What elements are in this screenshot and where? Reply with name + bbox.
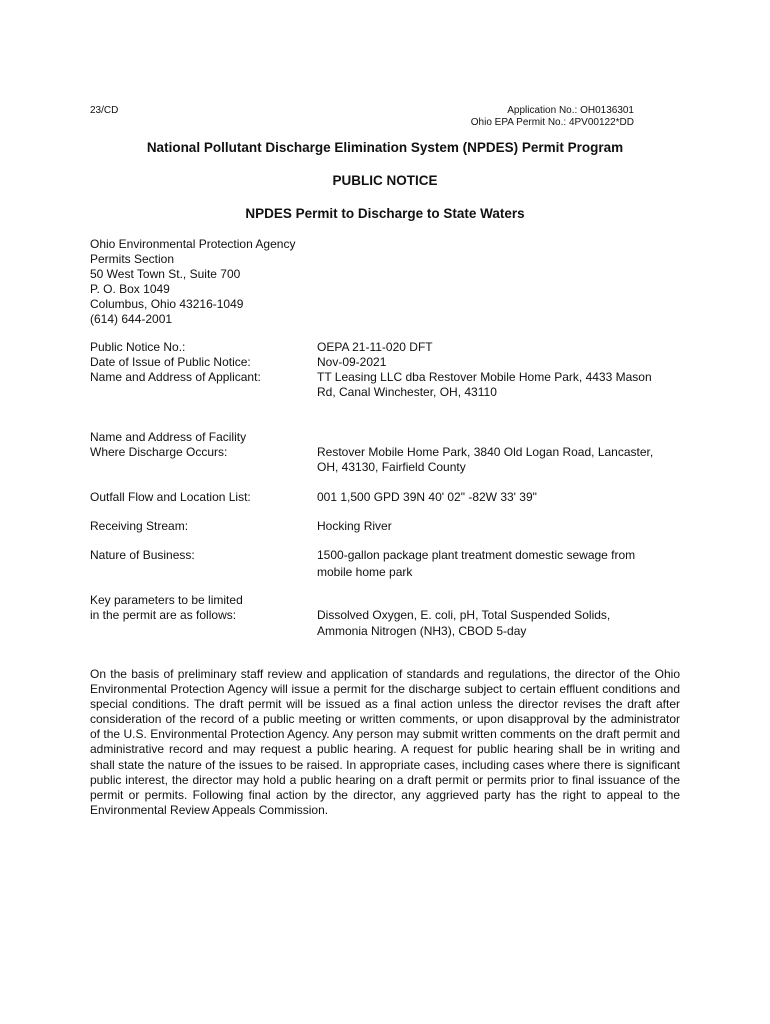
applicant-value-line1: TT Leasing LLC dba Restover Mobile Home Park, 4433 Mason <box>317 370 652 384</box>
facility-value-line1: Restover Mobile Home Park, 3840 Old Logan Road, Lancaster, <box>317 445 654 459</box>
agency-phone: (614) 644-2001 <box>90 312 173 326</box>
agency-street: 50 West Town St., Suite 700 <box>90 267 241 281</box>
key-parameters-label-line1: Key parameters to be limited <box>90 593 243 607</box>
agency-section: Permits Section <box>90 252 175 266</box>
public-notice-title: PUBLIC NOTICE <box>332 173 438 188</box>
outfall-label: Outfall Flow and Location List: <box>90 490 251 504</box>
program-title: National Pollutant Discharge Elimination System (NPDES) Permit Program <box>146 140 624 155</box>
agency-address <box>90 237 295 327</box>
nature-of-business-value-line1: 1500-gallon package plant treatment domestic sewage from <box>317 548 636 562</box>
key-parameters-value-line1: Dissolved Oxygen, E. coli, pH, Total Suspended Solids, <box>317 608 611 622</box>
notice-number-label: Public Notice No.: <box>90 340 186 354</box>
facility-label-line2: Where Discharge Occurs: <box>90 445 228 459</box>
notice-number-value: OEPA 21-11-020 DFT <box>317 340 433 354</box>
issue-date-value: Nov-09-2021 <box>317 355 387 369</box>
receiving-stream-value: Hocking River <box>317 519 392 533</box>
document-code: 23/CD <box>90 105 119 116</box>
applicant-value-line2: Rd, Canal Winchester, OH, 43110 <box>317 385 497 399</box>
agency-po-box: P. O. Box 1049 <box>90 282 170 296</box>
epa-permit-number: Ohio EPA Permit No.: 4PV00122*DD <box>470 117 634 128</box>
key-parameters-label-line2: in the permit are as follows: <box>90 608 237 622</box>
facility-label-line1: Name and Address of Facility <box>90 430 247 444</box>
applicant-label: Name and Address of Applicant: <box>90 370 261 384</box>
issue-date-label: Date of Issue of Public Notice: <box>90 355 251 369</box>
nature-of-business-value-line2: mobile home park <box>317 565 413 579</box>
agency-name: Ohio Environmental Protection Agency <box>90 237 296 251</box>
outfall-value: 001 1,500 GPD 39N 40' 02" -82W 33' 39" <box>317 490 537 504</box>
notice-body-paragraph: On the basis of preliminary staff review and application of standards and regulations, the director of the Ohio Environmental Protection Agency will issue a permit for the discharge subject to certain effluent conditions and special conditions. The draft permit will be issued as a final action unless the director revises the draft after consideration of the record of a public meeting or written comments, or upon disapproval by the administrator of the U.S. Environmental Protection Agency. Any person may submit written comments on the draft permit and administrative record and may request a public hearing. A request for public hearing shall be in writing and shall state the nature of the issues to be raised. In appropriate cases, including cases where there is significant public interest, the director may hold a public hearing on a draft permit or permits prior to final issuance of the permit or permits. Following final action by the director, any aggrieved party has the right to appeal to the Environmental Review Appeals Commission. <box>90 667 680 817</box>
facility-value-line2: OH, 43130, Fairfield County <box>317 460 466 474</box>
permit-title: NPDES Permit to Discharge to State Waters <box>245 206 525 221</box>
receiving-stream-label: Receiving Stream: <box>90 519 189 533</box>
nature-of-business-label: Nature of Business: <box>90 548 195 562</box>
key-parameters-value-line2: Ammonia Nitrogen (NH3), CBOD 5-day <box>317 624 527 638</box>
application-number: Application No.: OH0136301 <box>507 105 634 116</box>
agency-city: Columbus, Ohio 43216-1049 <box>90 297 244 311</box>
